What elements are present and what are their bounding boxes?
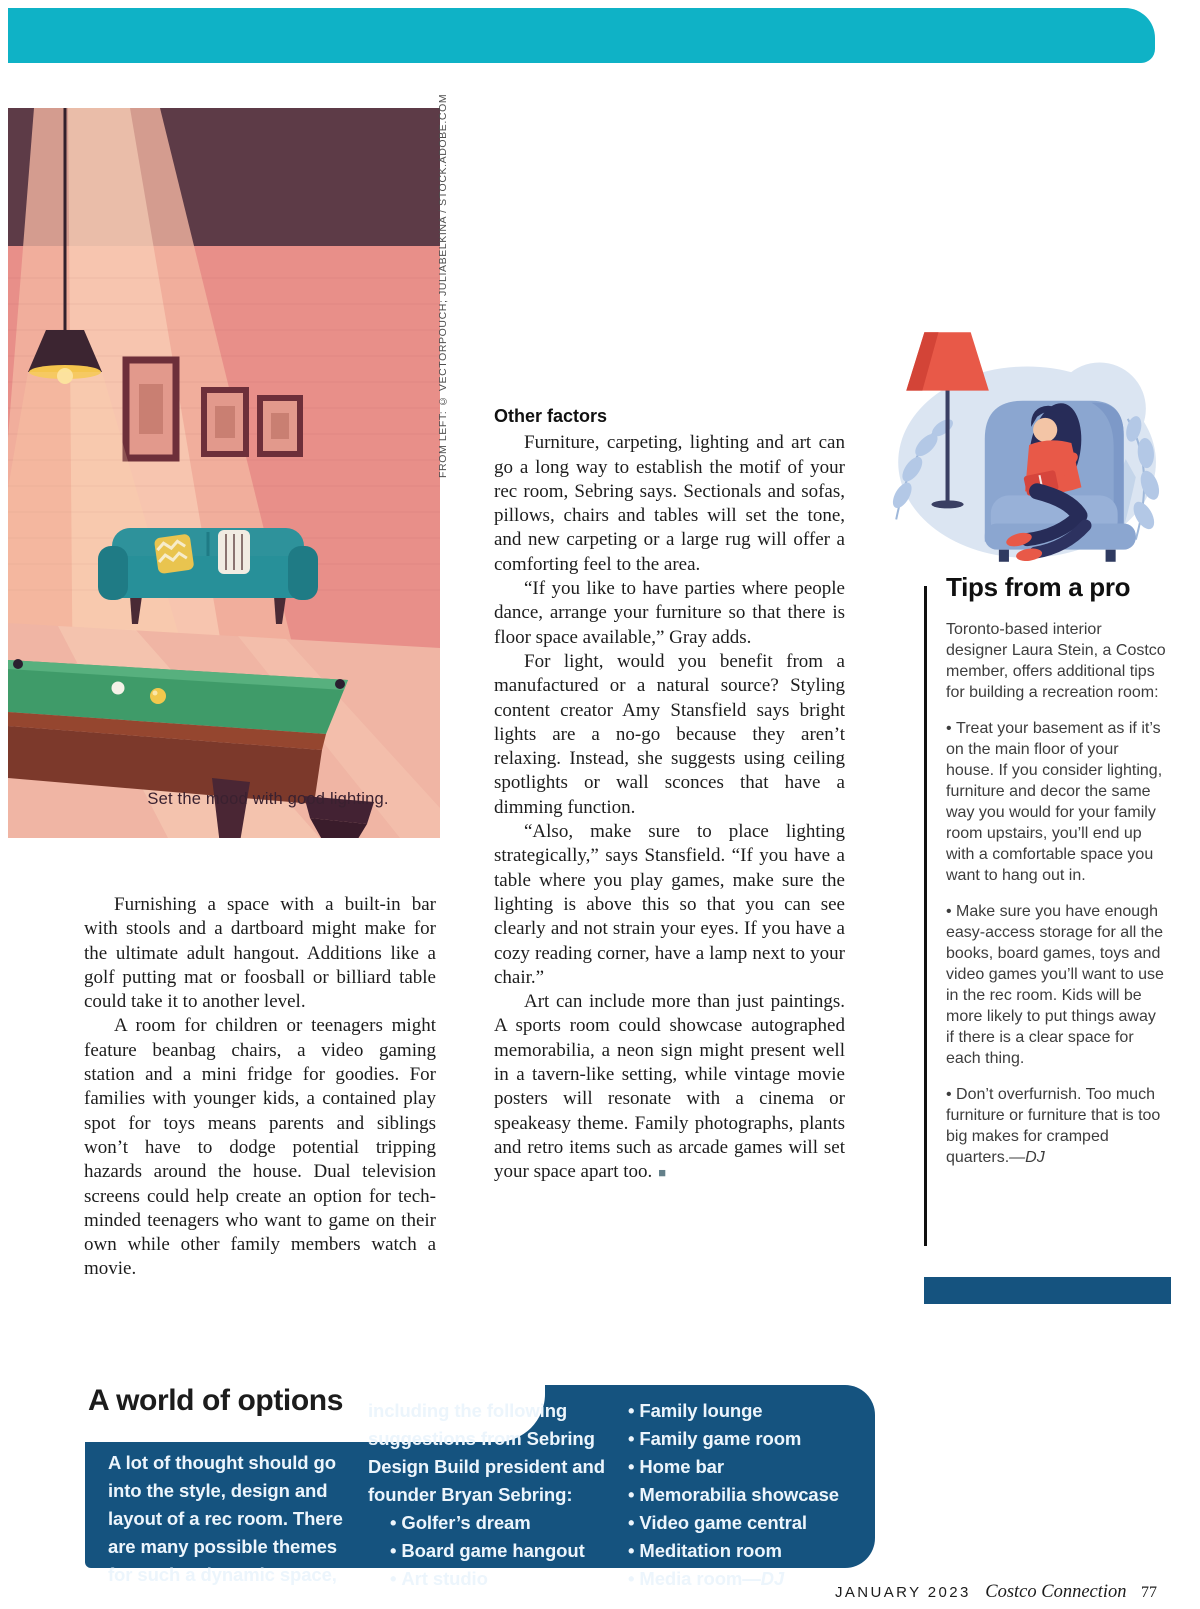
article-column-left — [84, 893, 436, 1282]
paragraph: “If you like to have parties where people dance, arrange your furniture so that there is floor space available,” Gray adds. — [494, 578, 845, 648]
option-item: • Video game central — [628, 1509, 868, 1537]
footer-page-number: 77 — [1141, 1584, 1157, 1601]
paragraph-text: Art can include more than just paintings. A sports room could showcase autographed memorabilia, a neon sign might present well in a tavern-like setting, while vintage movie posters will resonate with a cinema or speakeasy theme. Family photographs, plants and retro items such as arcade games will set your space apart too. — [494, 991, 845, 1183]
paragraph: A room for children or teenagers might feature beanbag chairs, a video gaming station and a mini fridge for goodies. For families with younger kids, a contained play spot for toys means parents and siblings won’t have to dodge potential tripping hazards around the house. Dual television screens could help create an option for tech-minded teenagers who want to game on their own while other family members watch a movie. — [84, 1015, 436, 1280]
tips-sidebar — [946, 572, 1166, 1168]
options-intro-text: A lot of thought should go into the style, design and layout of a rec room. There are many possible themes for such a dynamic space, — [108, 1452, 343, 1585]
options-column-3 — [628, 1397, 868, 1593]
sidebar-bullet — [946, 1084, 1166, 1168]
options-attribution-text: including the following suggestions from Sebring Design Build president and founder Bryan Sebring: — [368, 1400, 605, 1505]
sidebar-intro: Toronto-based interior designer Laura Stein, a Costco member, offers additional tips for building a recreation room: — [946, 621, 1166, 701]
options-heading: A world of options — [88, 1384, 343, 1417]
sidebar-footer-bar — [924, 1277, 1171, 1304]
cue-ball — [112, 682, 125, 695]
reading-illustration — [866, 326, 1168, 566]
option-item: • Board game hangout — [368, 1537, 624, 1565]
option-item-text: Media room— — [639, 1568, 761, 1589]
section-heading: Other factors — [494, 406, 608, 426]
option-item: • Art studio — [368, 1565, 624, 1593]
rec-room-illustration — [8, 108, 440, 838]
sidebar-heading: Tips from a pro — [946, 572, 1131, 602]
bullet-text: Make sure you have enough easy-access storage for all the books, board games, toys and video games you’ll want to use in the rec room. Kids will be more likely to put things away if there is a clear space for each thing. — [946, 903, 1164, 1067]
photo-caption: Set the mood with good lighting. — [147, 790, 389, 808]
paragraph: Furniture, carpeting, lighting and art can go a long way to establish the motif of your rec room, Sebring says. Sectionals and sofas, pillows, chairs and tables will set the tone, and new carpeting or a large rug will offer a comforting feel to the area. — [494, 432, 845, 575]
striped-pillow — [218, 530, 250, 574]
sidebar-bullet — [946, 718, 1166, 886]
photo-credit: FROM LEFT: © VECTORPOUCH; JULIABELKINA / STOCK.ADOBE.COM — [437, 93, 449, 478]
paragraph: Furnishing a space with a built-in bar with stools and a dartboard might make for the ultimate adult hangout. Additions like a golf putting mat or foosball or billiard table could take it to another level. — [84, 894, 436, 1013]
option-item: • Meditation room — [628, 1537, 868, 1565]
sidebar-rule — [924, 586, 927, 1246]
option-item: • Family game room — [628, 1425, 868, 1453]
bullet-text: Treat your basement as if it’s on the main floor of your house. If you consider lighting, furniture and decor the same way you would for your family room upstairs, you’ll end up with a comfortable space you want to hang out in. — [946, 720, 1163, 884]
option-item: • Family lounge — [628, 1397, 868, 1425]
header-teal-bar — [8, 8, 1155, 63]
option-item: • Memorabilia showcase — [628, 1481, 868, 1509]
paragraph — [494, 990, 845, 1185]
yellow-ball — [150, 688, 166, 704]
byline-initials: DJ — [760, 1568, 785, 1589]
option-item: • Golfer’s dream — [368, 1509, 624, 1537]
article-column-middle — [494, 404, 845, 1186]
paragraph: For light, would you benefit from a manufactured or a natural source? Styling content creator Amy Stansfield says bright lights are a no-go because they aren’t relaxing. Instead, she suggests using ceiling spotlights or wall sconces that have a dimming function. — [494, 650, 845, 818]
bullet-text: Don’t overfurnish. Too much furniture or furniture that is too big makes for cramped quarters. — [946, 1086, 1161, 1166]
options-column-2 — [368, 1397, 624, 1593]
option-item — [628, 1565, 868, 1593]
footer-issue-date: JANUARY 2023 — [834, 1584, 971, 1601]
footer-magazine-name: Costco Connection — [985, 1582, 1127, 1602]
option-item: • Home bar — [628, 1453, 868, 1481]
options-column-1 — [108, 1449, 348, 1589]
end-mark-square: ■ — [658, 1165, 667, 1181]
byline-initials: —DJ — [1009, 1149, 1045, 1166]
paragraph: “Also, make sure to place lighting strategically,” says Stansfield. “If you have a table where you play games, make sure the lighting is above this so that you can see clearly and not strain your eyes. If you have a cozy reading corner, have a lamp next to your chair.” — [494, 821, 845, 988]
yellow-pillow — [154, 534, 195, 575]
sidebar-bullet — [946, 901, 1166, 1069]
rec-room-art — [8, 108, 440, 838]
